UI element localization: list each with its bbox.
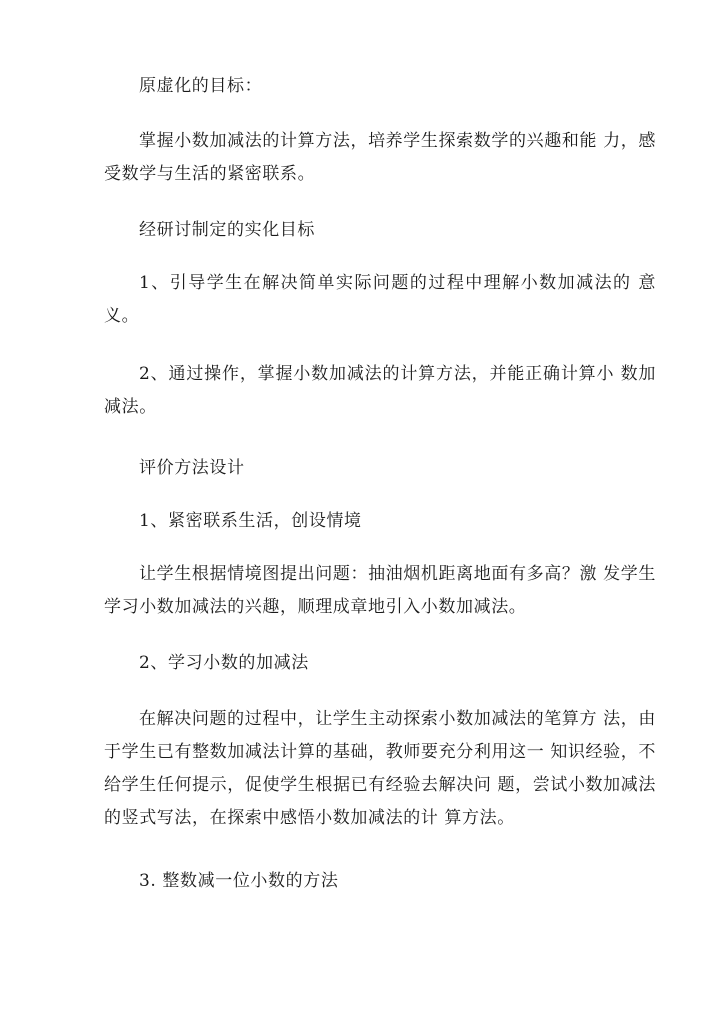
paragraph-goal-item-1: 1、引导学生在解决简单实际问题的过程中理解小数加减法的 意义。 xyxy=(104,273,656,326)
paragraph-concrete-goal-heading: 经研讨制定的实化目标 xyxy=(139,220,315,240)
paragraph-evaluation-item-3: 3. 整数减一位小数的方法 xyxy=(139,871,339,891)
paragraph-evaluation-heading: 评价方法设计 xyxy=(139,458,245,478)
paragraph-evaluation-item-1: 1、紧密联系生活，创设情境 xyxy=(139,511,362,531)
paragraph-evaluation-item-1-text: 让学生根据情境图提出问题：抽油烟机距离地面有多高？激 发学生学习小数加减法的兴趣，顺理成章地引入小数加减法。 xyxy=(104,564,656,617)
paragraph-vague-goal-text: 掌握小数加减法的计算方法，培养学生探索数学的兴趣和能 力，感受数学与生活的紧密联系。 xyxy=(104,131,656,184)
paragraph-evaluation-item-2-text: 在解决问题的过程中，让学生主动探索小数加减法的笔算方 法，由于学生已有整数加减法计算的基础，教师要充分利用这一 知识经验，不给学生任何提示，促使学生根据已有经验去解决问 题，尝试小数加减法的竖式写法，在探索中感悟小数加减法的计 算方法。 xyxy=(104,709,656,828)
paragraph-evaluation-item-2: 2、学习小数的加减法 xyxy=(139,653,309,673)
paragraph-goal-item-2: 2、通过操作，掌握小数加减法的计算方法，并能正确计算小 数加减法。 xyxy=(104,364,656,417)
paragraph-vague-goal-heading: 原虚化的目标： xyxy=(139,76,263,96)
